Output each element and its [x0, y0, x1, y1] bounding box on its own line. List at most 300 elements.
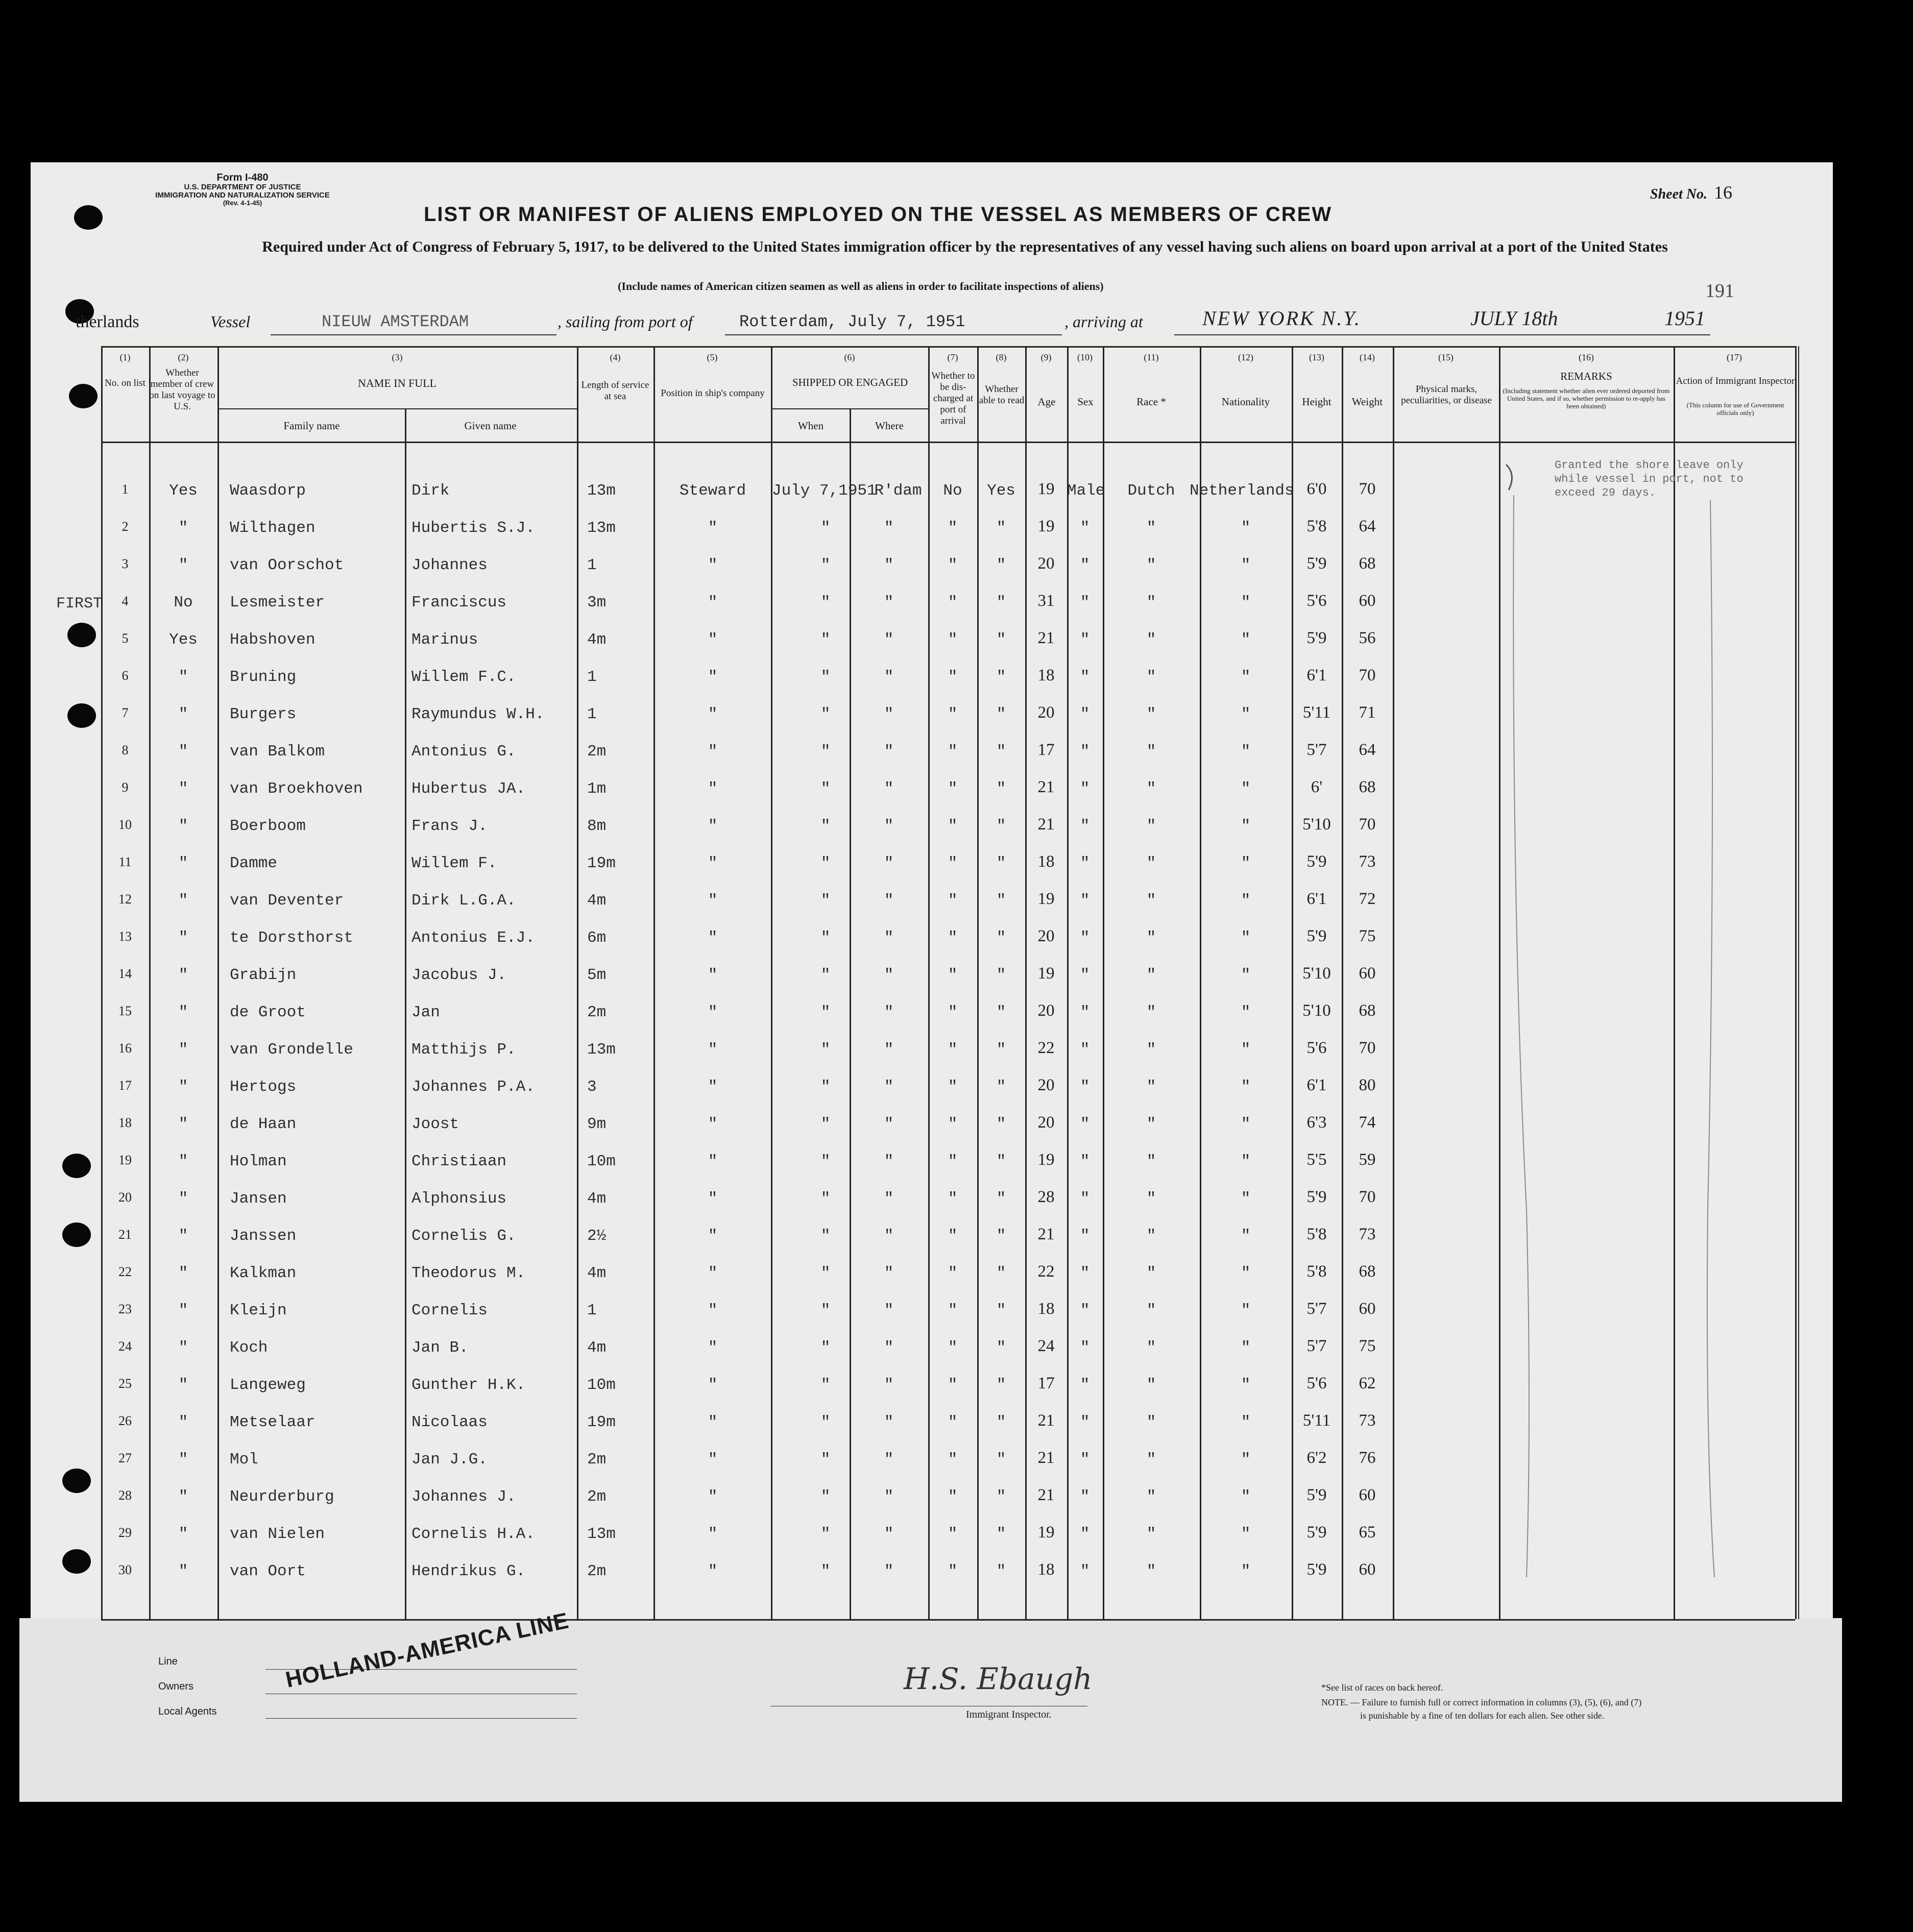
shipped-where: " [884, 1562, 894, 1580]
header-family-name: Family name [283, 420, 340, 432]
family-name: Langeweg [230, 1376, 306, 1394]
nationality: " [1241, 1004, 1251, 1021]
position: " [708, 966, 718, 984]
shipped-where: " [884, 1004, 894, 1021]
height: 5'6 [1306, 1039, 1327, 1057]
given-name: Dirk [411, 482, 450, 500]
shipped-when: " [820, 1302, 831, 1319]
height: 6' [1311, 778, 1323, 796]
weight: 70 [1359, 666, 1376, 684]
length-of-service: 4m [587, 892, 607, 910]
shipped-when: " [820, 1488, 831, 1506]
able-to-read: " [996, 1302, 1006, 1319]
to-be-discharged: " [948, 780, 958, 798]
sailing-label: , sailing from port of [558, 312, 693, 331]
shipped-when: " [820, 780, 831, 798]
crew-last-voyage: " [178, 705, 188, 723]
sheet-value: 16 [1714, 182, 1732, 203]
height: 5'8 [1306, 1262, 1327, 1281]
given-name: Dirk L.G.A. [411, 892, 516, 910]
able-to-read: " [996, 1004, 1006, 1021]
punch-hole [62, 1222, 91, 1247]
punch-hole [67, 623, 96, 647]
header-shipped-engaged: SHIPPED OR ENGAGED [792, 376, 908, 388]
shipped-where: " [884, 1488, 894, 1506]
column-number: (6) [844, 352, 855, 362]
nationality: " [1241, 1302, 1251, 1319]
race: " [1146, 929, 1156, 947]
nationality: " [1241, 1153, 1251, 1170]
length-of-service: 3 [587, 1078, 597, 1096]
sex: " [1080, 1264, 1090, 1282]
shipped-when: " [820, 854, 831, 872]
weight: 60 [1359, 964, 1376, 983]
shipped-where: " [884, 594, 894, 612]
row-number: 5 [122, 631, 129, 646]
shipped-where: " [884, 705, 894, 723]
shipped-when: " [820, 929, 831, 947]
given-name: Franciscus [411, 594, 507, 612]
length-of-service: 1 [587, 705, 597, 723]
page-subtitle: Required under Act of Congress of February 5, 1917, to be delivered to the United States immigration officer by the representatives of any vessel having such aliens on board upon arrival at a port of the United States [262, 238, 1668, 255]
to-be-discharged: " [948, 743, 958, 761]
length-of-service: 9m [587, 1115, 607, 1133]
nationality: " [1241, 817, 1251, 835]
race: " [1146, 1302, 1156, 1319]
weight: 73 [1359, 852, 1376, 871]
crew-last-voyage: " [178, 1525, 188, 1543]
length-of-service: 4m [587, 1339, 607, 1357]
fine-note-line-1 [1321, 1696, 1641, 1709]
header-sex: Sex [1077, 396, 1094, 408]
crew-last-voyage: " [178, 1115, 188, 1133]
given-name: Jan [411, 1004, 440, 1021]
shipped-where: " [884, 519, 894, 537]
sex: " [1080, 1451, 1090, 1469]
row-number: 4 [122, 594, 129, 608]
row-number: 21 [118, 1227, 132, 1242]
family-name: Neurderburg [230, 1488, 334, 1506]
remarks-ditto-line [1496, 444, 1792, 1598]
crew-last-voyage: " [178, 1302, 188, 1319]
sex: " [1080, 668, 1090, 686]
position: " [708, 1115, 718, 1133]
to-be-discharged: " [948, 519, 958, 537]
row-number: 14 [118, 966, 132, 981]
given-name: Jan J.G. [411, 1451, 488, 1469]
nationality: " [1241, 1190, 1251, 1208]
shipped-where: " [884, 1339, 894, 1357]
to-be-discharged: " [948, 705, 958, 723]
remark-line: Granted the shore leave only [1555, 459, 1744, 472]
position: " [708, 556, 718, 574]
to-be-discharged: " [948, 594, 958, 612]
shipped-where: " [884, 556, 894, 574]
header-able-read: Whether able to read [979, 384, 1025, 406]
family-name: Hertogs [230, 1078, 297, 1096]
length-of-service: 19m [587, 1413, 616, 1431]
age: 21 [1037, 778, 1055, 796]
to-be-discharged: " [948, 1488, 958, 1506]
able-to-read: " [996, 1562, 1006, 1580]
sex: " [1080, 1041, 1090, 1059]
family-name: Damme [230, 854, 278, 872]
crew-last-voyage: " [178, 1078, 188, 1096]
column-number: (12) [1238, 352, 1253, 362]
row-number: 30 [118, 1562, 132, 1577]
weight: 71 [1359, 703, 1376, 722]
header-discharged: Whether to be dis-charged at port of arrival [931, 371, 975, 426]
sex: " [1080, 1115, 1090, 1133]
sex: " [1080, 631, 1090, 649]
shipped-where: " [884, 1041, 894, 1059]
height: 5'9 [1306, 629, 1327, 647]
column-number: (3) [392, 352, 403, 362]
row-number: 7 [122, 705, 129, 720]
given-name: Theodorus M. [411, 1264, 526, 1282]
column-number: (17) [1727, 352, 1742, 362]
shipped-where: " [884, 1413, 894, 1431]
height: 5'5 [1306, 1151, 1327, 1169]
to-be-discharged: " [948, 631, 958, 649]
column-number: (7) [947, 352, 958, 362]
length-of-service: 13m [587, 482, 616, 500]
length-of-service: 1 [587, 1302, 597, 1319]
crew-last-voyage: " [178, 1227, 188, 1245]
column-rule [405, 408, 406, 1619]
weight: 73 [1359, 1225, 1376, 1243]
crew-last-voyage: " [178, 668, 188, 686]
punch-hole [69, 384, 98, 408]
column-number: (11) [1144, 352, 1159, 362]
age: 21 [1037, 1486, 1055, 1504]
header-given-name: Given name [464, 420, 517, 432]
race: " [1146, 1078, 1156, 1096]
position: " [708, 743, 718, 761]
to-be-discharged: " [948, 1376, 958, 1394]
position: " [708, 594, 718, 612]
to-be-discharged: " [948, 1004, 958, 1021]
to-be-discharged: " [948, 668, 958, 686]
shipped-when: " [820, 1264, 831, 1282]
weight: 62 [1359, 1374, 1376, 1392]
header-where: Where [875, 420, 904, 432]
header-physical-marks: Physical marks, peculiarities, or disease [1401, 384, 1492, 406]
arriving-port: NEW YORK N.Y. [1202, 307, 1361, 330]
sex: " [1080, 1413, 1090, 1431]
agents-label: Local Agents [158, 1706, 217, 1717]
given-name: Jacobus J. [411, 966, 507, 984]
nationality: " [1241, 1562, 1251, 1580]
row-number: 26 [118, 1413, 132, 1428]
row-number: 23 [118, 1302, 132, 1316]
length-of-service: 13m [587, 1525, 616, 1543]
to-be-discharged: " [948, 1078, 958, 1096]
weight: 64 [1359, 741, 1376, 759]
crew-last-voyage: " [178, 929, 188, 947]
row-number: 22 [118, 1264, 132, 1279]
family-name: Lesmeister [230, 594, 325, 612]
remark-line: exceed 29 days. [1555, 486, 1656, 499]
row-number: 10 [118, 817, 132, 832]
length-of-service: 2½ [587, 1227, 607, 1245]
height: 6'2 [1306, 1449, 1327, 1467]
row-number: 25 [118, 1376, 132, 1391]
nationality: " [1241, 1078, 1251, 1096]
inspector-signature: H.S. Ebaugh [904, 1661, 1093, 1696]
header-remarks-note: (Including statement whether alien ever ordered deported from United States, and if so, whether permission to re-apply has been obtained) [1503, 387, 1670, 410]
height: 6'1 [1306, 666, 1327, 684]
race: " [1146, 780, 1156, 798]
column-number: (10) [1077, 352, 1093, 362]
to-be-discharged: " [948, 1153, 958, 1170]
shipped-when: " [820, 705, 831, 723]
to-be-discharged: " [948, 854, 958, 872]
shipped-where: " [884, 1190, 894, 1208]
header-weight: Weight [1351, 396, 1383, 408]
height: 5'10 [1302, 1001, 1331, 1020]
age: 22 [1037, 1262, 1055, 1281]
length-of-service: 4m [587, 1190, 607, 1208]
sex: " [1080, 854, 1090, 872]
nationality: " [1241, 1227, 1251, 1245]
fine-note [1321, 1696, 1641, 1722]
nationality: " [1241, 519, 1251, 537]
nationality: " [1241, 966, 1251, 984]
age: 18 [1037, 666, 1055, 684]
position: " [708, 817, 718, 835]
given-name: Frans J. [411, 817, 488, 835]
race: " [1146, 631, 1156, 649]
age: 17 [1037, 1374, 1055, 1392]
family-name: Jansen [230, 1190, 287, 1208]
length-of-service: 2m [587, 1562, 607, 1580]
nationality: " [1241, 705, 1251, 723]
nationality: " [1241, 743, 1251, 761]
shipped-when: July 7,1951 [772, 482, 877, 500]
able-to-read: " [996, 668, 1006, 686]
sex: " [1080, 1190, 1090, 1208]
length-of-service: 2m [587, 1451, 607, 1469]
arriving-port-line [1174, 334, 1710, 335]
able-to-read: " [996, 892, 1006, 910]
given-name: Alphonsius [411, 1190, 507, 1208]
row-number: 28 [118, 1488, 132, 1503]
header-nationality: Nationality [1221, 396, 1270, 408]
family-name: Metselaar [230, 1413, 316, 1431]
row-number: 9 [122, 780, 129, 795]
sex: " [1080, 1227, 1090, 1245]
crew-last-voyage: " [178, 1004, 188, 1021]
position: " [708, 1227, 718, 1245]
age: 19 [1037, 1523, 1055, 1542]
age: 19 [1037, 517, 1055, 535]
sex: " [1080, 1339, 1090, 1357]
age: 21 [1037, 1449, 1055, 1467]
sex: " [1080, 519, 1090, 537]
nationality: " [1241, 631, 1251, 649]
sex: " [1080, 966, 1090, 984]
race: " [1146, 594, 1156, 612]
crew-last-voyage: No [174, 594, 193, 612]
crew-last-voyage: Yes [169, 631, 198, 649]
row-number: 13 [118, 929, 132, 944]
shipped-when: " [820, 1078, 831, 1096]
include-note: (Include names of American citizen seamen as well as aliens in order to facilitate inspections of aliens) [618, 280, 1104, 292]
row-number: 15 [118, 1004, 132, 1018]
header-race: Race * [1136, 396, 1166, 408]
crew-last-voyage: " [178, 1488, 188, 1506]
weight: 74 [1359, 1113, 1376, 1132]
length-of-service: 4m [587, 631, 607, 649]
nationality: " [1241, 929, 1251, 947]
able-to-read: " [996, 519, 1006, 537]
header-age: Age [1037, 396, 1056, 408]
given-name: Johannes P.A. [411, 1078, 535, 1096]
position: " [708, 631, 718, 649]
row-number: 3 [122, 556, 129, 571]
height: 6'0 [1306, 480, 1327, 498]
row-number: 24 [118, 1339, 132, 1354]
first-class-mark: FIRST [56, 595, 103, 613]
to-be-discharged: " [948, 929, 958, 947]
sex: " [1080, 705, 1090, 723]
height: 5'8 [1306, 1225, 1327, 1243]
header-name-in-full: NAME IN FULL [358, 377, 437, 389]
shipped-when: " [820, 1525, 831, 1543]
length-of-service: 1 [587, 668, 597, 686]
to-be-discharged: " [948, 1041, 958, 1059]
height: 5'9 [1306, 1188, 1327, 1206]
length-of-service: 8m [587, 817, 607, 835]
nationality: " [1241, 1264, 1251, 1282]
race: Dutch [1127, 482, 1175, 500]
race: " [1146, 892, 1156, 910]
sex: " [1080, 1562, 1090, 1580]
able-to-read: " [996, 817, 1006, 835]
age: 31 [1037, 592, 1055, 610]
age: 18 [1037, 1300, 1055, 1318]
length-of-service: 3m [587, 594, 607, 612]
length-of-service: 5m [587, 966, 607, 984]
shipped-where: " [884, 1525, 894, 1543]
to-be-discharged: " [948, 1339, 958, 1357]
height: 6'3 [1306, 1113, 1327, 1132]
nationality: " [1241, 1451, 1251, 1469]
punch-hole [62, 1154, 91, 1178]
given-name: Nicolaas [411, 1413, 488, 1431]
shipped-when: " [820, 556, 831, 574]
line-label: Line [158, 1656, 178, 1667]
position: " [708, 1413, 718, 1431]
vessel-name: NIEUW AMSTERDAM [322, 312, 469, 331]
height: 5'8 [1306, 517, 1327, 535]
crew-last-voyage: " [178, 966, 188, 984]
nationality: " [1241, 1376, 1251, 1394]
vessel-label: Vessel [210, 312, 251, 331]
row-number: 20 [118, 1190, 132, 1205]
position: " [708, 1078, 718, 1096]
holland-america-line-stamp: HOLLAND-AMERICA LINE [283, 1608, 571, 1693]
shipped-where: " [884, 1153, 894, 1170]
to-be-discharged: " [948, 1227, 958, 1245]
race: " [1146, 966, 1156, 984]
nationality: " [1241, 1339, 1251, 1357]
inspector-label: Immigrant Inspector. [966, 1709, 1052, 1720]
shipped-when: " [820, 668, 831, 686]
shipped-where: " [884, 1302, 894, 1319]
height: 5'9 [1306, 852, 1327, 871]
able-to-read: " [996, 1413, 1006, 1431]
punch-hole [62, 1549, 91, 1574]
shipped-when: " [820, 1153, 831, 1170]
position: " [708, 1525, 718, 1543]
family-name: van Oort [230, 1562, 306, 1580]
age: 28 [1037, 1188, 1055, 1206]
page-stamp-number: 191 [1705, 280, 1734, 302]
column-number: (4) [610, 352, 621, 362]
height: 6'1 [1306, 1076, 1327, 1094]
arrival-year: 1951 [1664, 307, 1705, 330]
weight: 70 [1359, 480, 1376, 498]
given-name: Marinus [411, 631, 478, 649]
to-be-discharged: " [948, 1115, 958, 1133]
sex: " [1080, 1488, 1090, 1506]
row-number: 1 [122, 482, 129, 497]
position: " [708, 1264, 718, 1282]
able-to-read: " [996, 594, 1006, 612]
weight: 73 [1359, 1411, 1376, 1430]
shipped-where: " [884, 780, 894, 798]
nationality: " [1241, 780, 1251, 798]
weight: 68 [1359, 554, 1376, 573]
to-be-discharged: " [948, 1190, 958, 1208]
position: " [708, 519, 718, 537]
position: " [708, 1488, 718, 1506]
crew-last-voyage: " [178, 1264, 188, 1282]
row-number: 6 [122, 668, 129, 683]
row-number: 11 [118, 854, 132, 869]
able-to-read: " [996, 705, 1006, 723]
sex: " [1080, 594, 1090, 612]
position: " [708, 1376, 718, 1394]
height: 5'9 [1306, 554, 1327, 573]
family-name: van Broekhoven [230, 780, 363, 798]
shipped-when: " [820, 1190, 831, 1208]
given-name: Cornelis H.A. [411, 1525, 535, 1543]
shipped-where: " [884, 1227, 894, 1245]
position: " [708, 780, 718, 798]
given-name: Willem F. [411, 854, 497, 872]
height: 6'1 [1306, 890, 1327, 908]
crew-last-voyage: Yes [169, 482, 198, 500]
sex: " [1080, 817, 1090, 835]
column-number: (14) [1360, 352, 1375, 362]
position: " [708, 1190, 718, 1208]
row-number: 12 [118, 892, 132, 907]
race: " [1146, 854, 1156, 872]
arrival-date: JULY 18th [1470, 307, 1558, 330]
name-subheader-rule [217, 408, 577, 409]
race: " [1146, 1190, 1156, 1208]
race: " [1146, 1488, 1156, 1506]
column-number: (16) [1579, 352, 1594, 362]
nationality: " [1241, 1115, 1251, 1133]
family-name: Wilthagen [230, 519, 316, 537]
age: 20 [1037, 1001, 1055, 1020]
column-rule [577, 346, 578, 1619]
weight: 70 [1359, 815, 1376, 834]
